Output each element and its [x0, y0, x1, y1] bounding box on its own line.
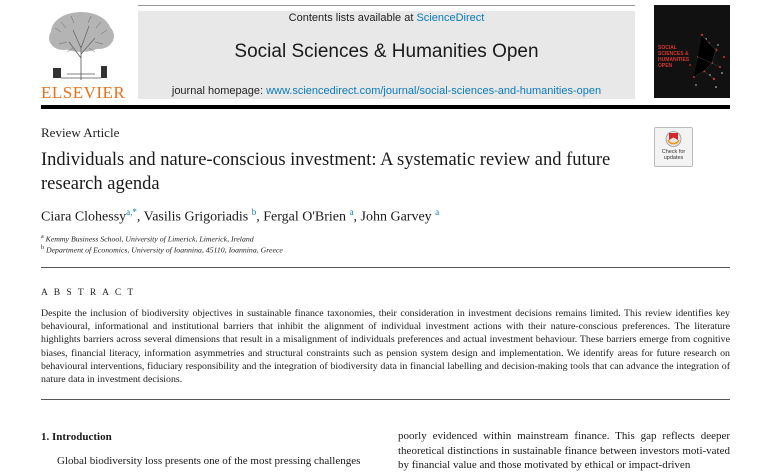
author-name[interactable]: Ciara Clohessy	[41, 209, 127, 225]
header-rule	[41, 105, 730, 109]
author-list: Ciara Clohessy$^{a,*}$, Vasilis Grigoriadis $^b$, Fergal O'Brien $^a$, John Garvey $^a$	[41, 207, 440, 225]
author-affiliation-mark[interactable]: a	[435, 207, 440, 217]
article-type: Review Article	[41, 125, 120, 140]
elsevier-tree-logo	[41, 8, 121, 82]
contents-line	[138, 12, 635, 24]
journal-homepage-link[interactable]: www.sciencedirect.com/journal/social-sciences-and-humanities-open	[266, 85, 602, 97]
sciencedirect-link[interactable]: ScienceDirect	[416, 12, 485, 24]
affiliation-text: Department of Economics, University of Ioannina, 45110, Ioannina, Greece	[45, 245, 283, 255]
journal-title: Social Sciences & Humanities Open	[234, 41, 539, 62]
divider	[41, 267, 730, 268]
check-for-updates-button[interactable]	[654, 127, 693, 167]
publisher-logo-text[interactable]: ELSEVIER	[41, 83, 126, 102]
author-name[interactable]: Fergal O'Brien	[263, 209, 347, 225]
abstract-heading: A B S T R A C T	[41, 288, 136, 298]
abstract-text: Despite the inclusion of biodiversity objectives in sustainable finance taxonomies, their consideration in investment decisions remains limited. This review identifies key behavioural, informational and institutional barriers that inhibit the alignment of individual investment actions with their nature-conscious preferences. The literature highlights barriers across several dimensions that result in a misalignment of individuals preferences and actual investment behaviour. These barriers emerge from cognitive biases, financial literacy, information asymmetries and structural constraints such as pension system design and implementation. We identify areas for future research on behavioural interventions, fiduciary responsibility and the integration of biodiversity data in financial labelling and decision-making tools that can advance the integration of nature data in investment decisions.	[41, 308, 730, 386]
author-name[interactable]: John Garvey	[360, 209, 432, 225]
divider	[41, 399, 730, 400]
body-right-column: poorly evidenced within mainstream finance. This gap reflects deeper theoretical distinctions in sustainable finance between investors moti-vated by financial value and those motivated by ethical or impact-driven	[398, 430, 730, 471]
author-name[interactable]: Vasilis Grigoriadis	[143, 209, 249, 225]
check-for-updates-label: Check for updates	[661, 149, 686, 161]
cover-title: SOCIAL SCIENCES & HUMANITIES OPEN	[658, 45, 690, 69]
affiliation-a	[41, 234, 254, 244]
author-affiliation-mark[interactable]: a,*	[126, 207, 137, 217]
affiliation-mark: b	[41, 245, 44, 251]
article-title: Individuals and nature-conscious investment: A systematic review and future research agenda	[41, 150, 611, 194]
body-left-column: Global biodiversity loss presents one of the most pressing challenges	[57, 455, 361, 467]
author-affiliation-mark[interactable]: b	[251, 207, 257, 217]
affiliation-mark: a	[41, 234, 44, 240]
section-heading: 1. Introduction	[41, 431, 112, 443]
author-affiliation-mark[interactable]: a	[349, 207, 354, 217]
contents-prefix: Contents lists available at	[288, 12, 417, 24]
affiliation-b	[41, 245, 283, 255]
homepage-prefix: journal homepage:	[171, 85, 267, 97]
journal-cover-image[interactable]	[654, 5, 730, 98]
homepage-line	[138, 85, 635, 97]
crossmark-icon	[655, 128, 692, 150]
affiliation-text: Kemmy Business School, University of Limerick, Limerick, Ireland	[45, 234, 254, 244]
header-top-divider	[138, 5, 635, 6]
